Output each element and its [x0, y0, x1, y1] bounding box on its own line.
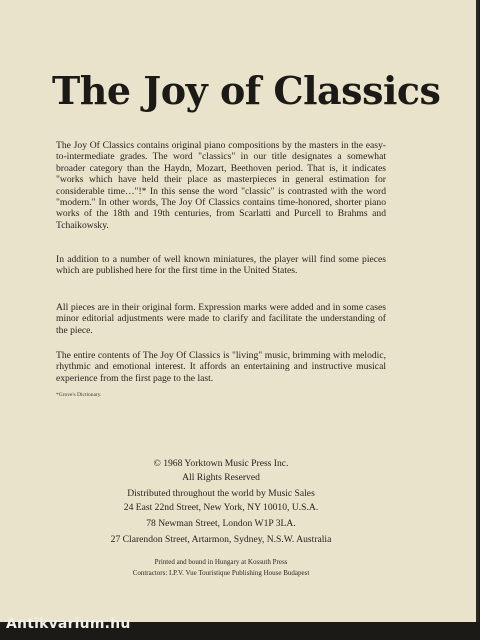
distributor-line: Distributed throughout the world by Music Sales [127, 488, 315, 499]
watermark: Antikvarium.hu [6, 616, 131, 632]
sydney-address: 27 Clarendon Street, Artarmon, Sydney, N.S.W. Australia [110, 534, 332, 545]
footnote: *Grove's Dictionary. [56, 392, 102, 398]
miniatures-paragraph: In addition to a number of well known miniatures, the player will find some pieces which are published here for the first time in the United States. [56, 254, 386, 277]
original-form-paragraph: All pieces are in their original form. Expression marks were added and in some cases minor editorial adjustments were made to clarify and facilitate the understanding of the piece. [56, 302, 386, 336]
london-address: 78 Newman Street, London W1P 3LA. [146, 518, 296, 529]
rights-reserved-line: All Rights Reserved [182, 472, 260, 483]
living-music-paragraph: The entire contents of The Joy Of Classics is "living" music, brimming with melodic, rhythmic and emotional interest. It affords an entertaining and instructive musical experience from the first page to the last. [56, 350, 386, 384]
page-title: The Joy of Classics [52, 68, 441, 113]
intro-paragraph: The Joy Of Classics contains original piano compositions by the masters in the easy-to-intermediate grades. The word "classics" in our title designates a somewhat broader category than the Haydn, Mozart, Beethoven period. That is, it indicates "works which have held their place as masterpieces in general estimation for considerable time…"!* In this sense the word "classic" is contrasted with the word "modern." In other words, The Joy Of Classics contains time-honored, shorter piano works of the 18th and 19th centuries, from Scarlatti and Purcell to Brahms and Tchaikowsky. [56, 140, 386, 231]
printing-line: Printed and bound in Hungary at Kossuth Press [154, 558, 288, 566]
new-york-address: 24 East 22nd Street, New York, NY 10010, U.S.A. [123, 502, 319, 513]
contractors-line: Contractors: I.P.V. Vue Touristique Publishing House Budapest [132, 569, 310, 577]
copyright-line: © 1968 Yorktown Music Press Inc. [153, 458, 289, 469]
